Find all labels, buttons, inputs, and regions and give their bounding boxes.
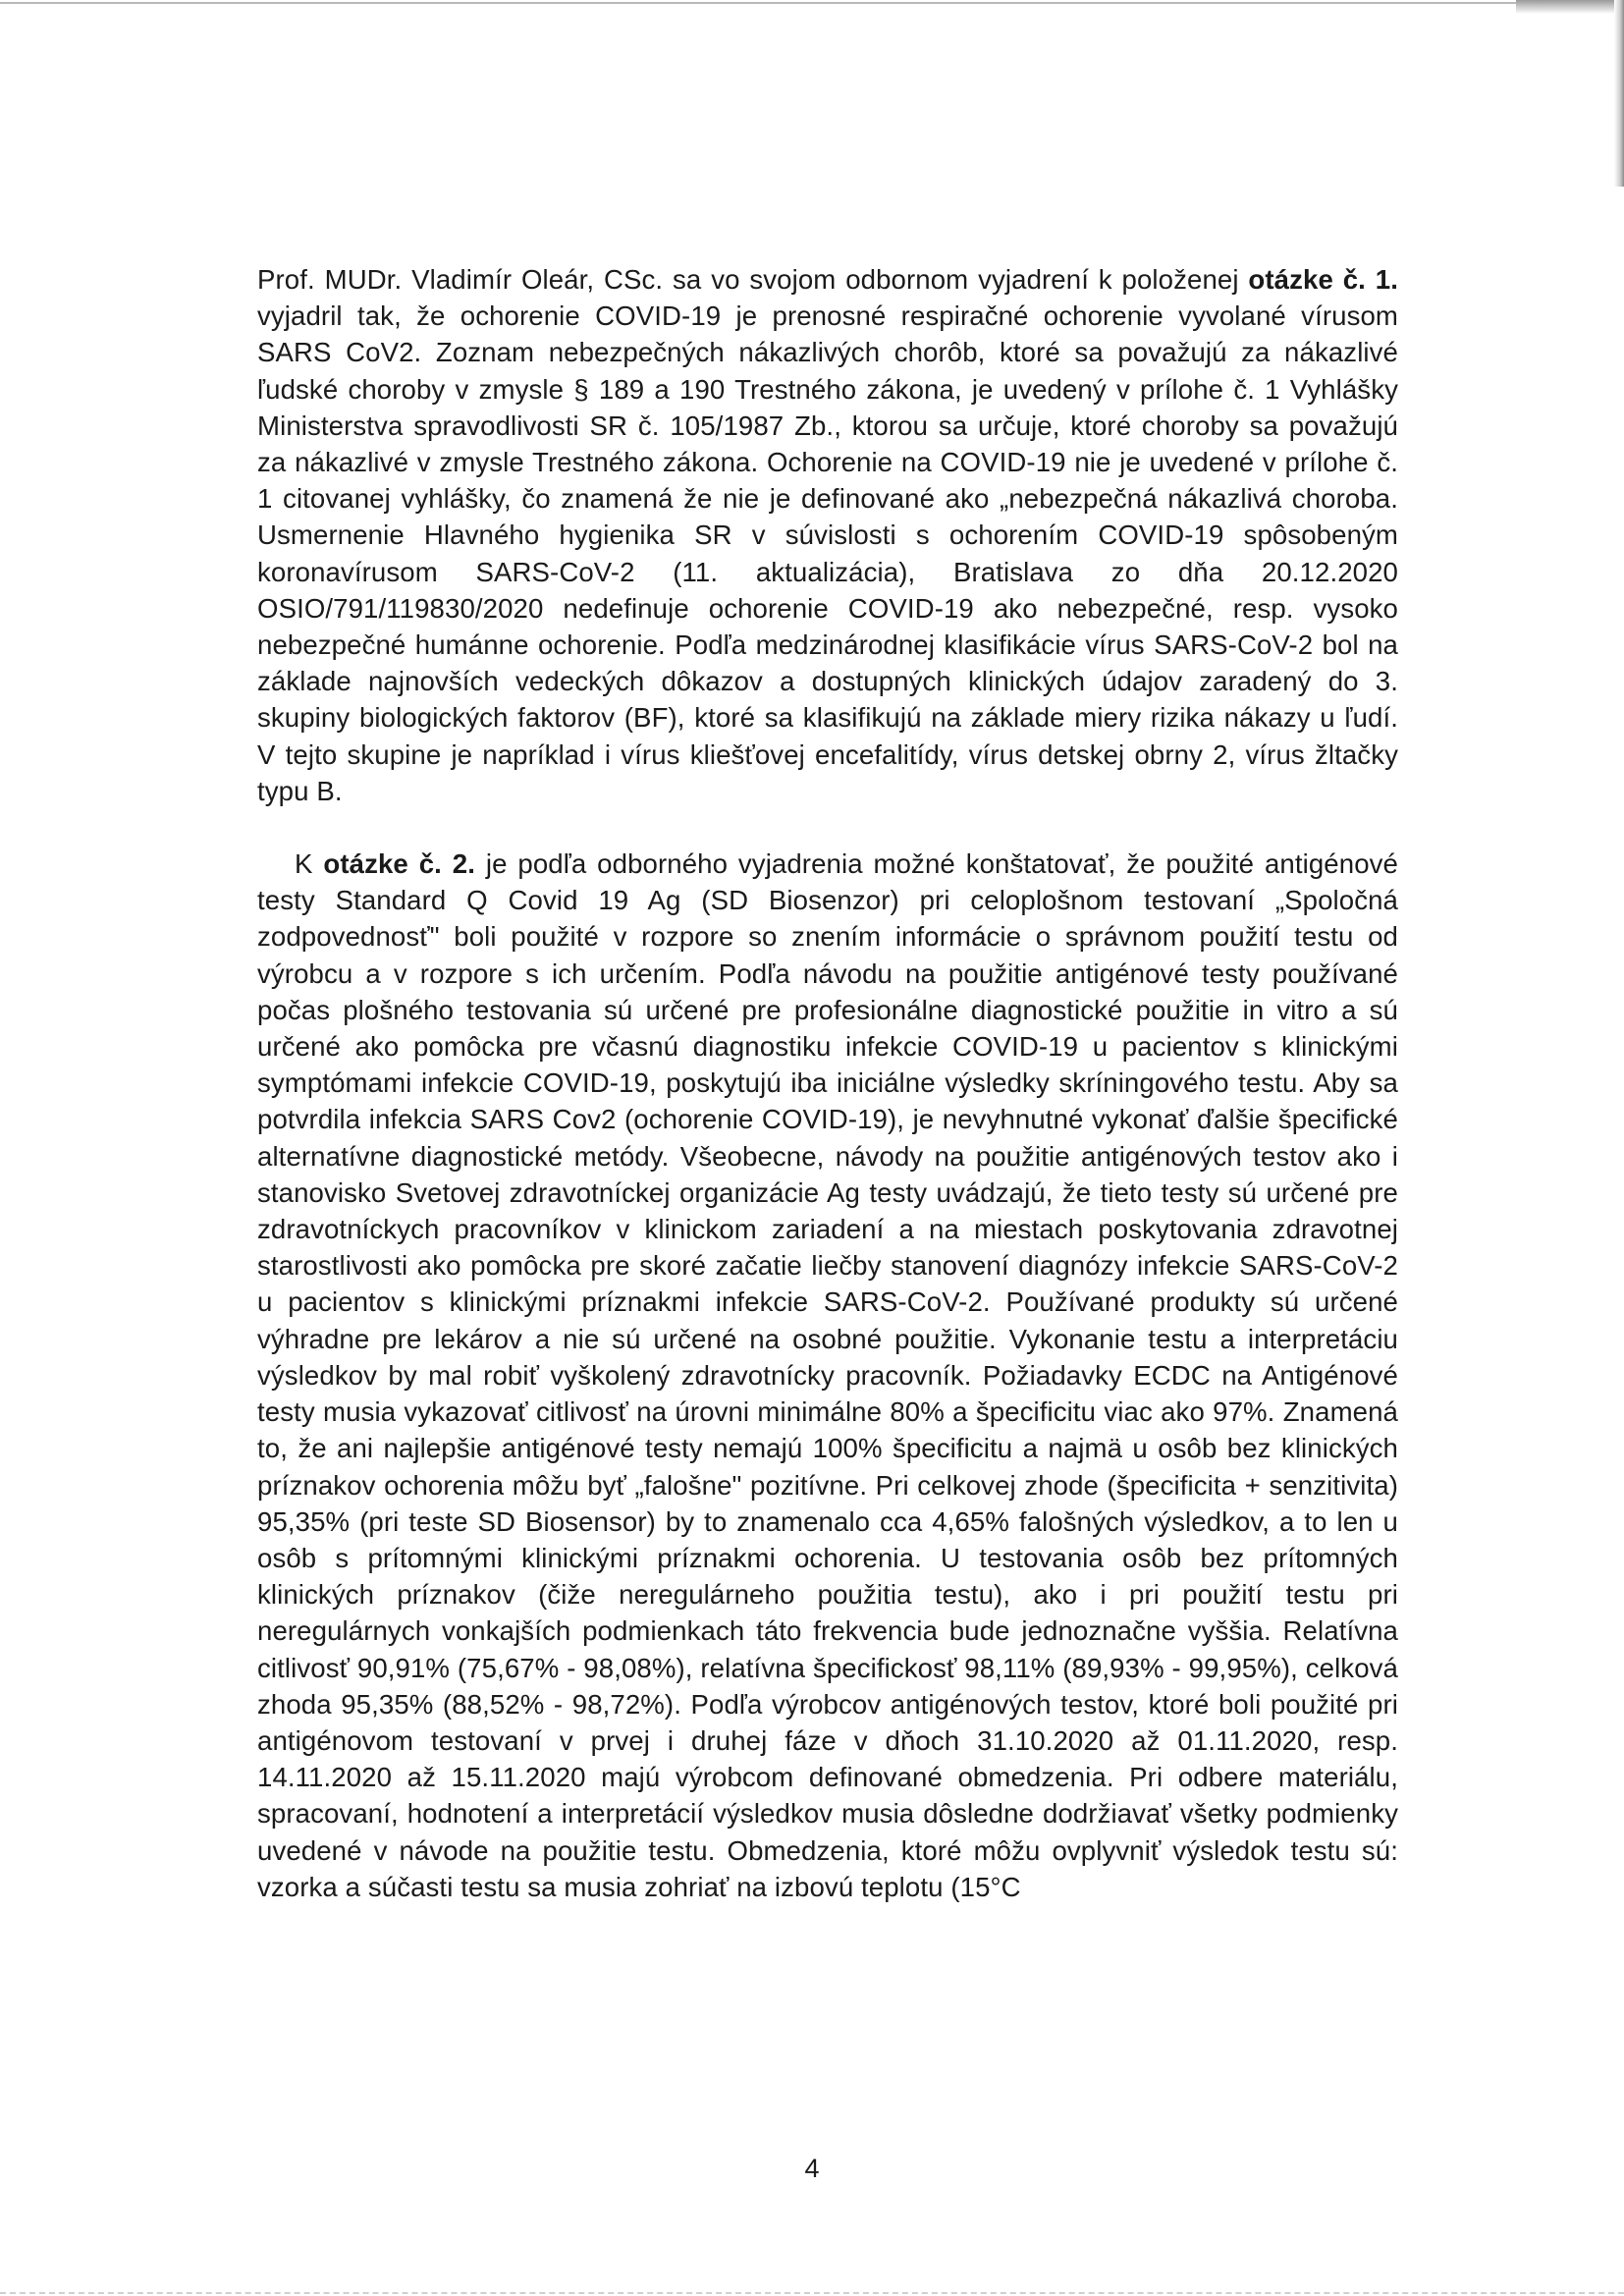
page-number: 4: [804, 2154, 820, 2183]
scan-corner-shadow-top: [1516, 0, 1624, 14]
paragraph-2-lead: K: [295, 848, 324, 880]
document-body: [257, 261, 1398, 1905]
scan-top-edge: [0, 2, 1624, 4]
paragraph-1-question-label: otázke č. 1.: [1248, 264, 1398, 295]
scan-bottom-edge: [0, 2292, 1624, 2294]
paragraph-2-question-label: otázke č. 2.: [323, 848, 475, 880]
scan-corner-shadow: [1614, 0, 1624, 187]
paragraph-question-1: [257, 261, 1398, 809]
paragraph-1-lead: Prof. MUDr. Vladimír Oleár, CSc. sa vo svojom odbornom vyjadrení k položenej: [257, 264, 1249, 295]
paragraph-1-text: vyjadril tak, že ochorenie COVID-19 je prenosné respiračné ochorenie vyvolané vírusom SARS CoV2. Zoznam nebezpečných nákazlivých chorôb, ktoré sa považujú za nákazlivé ľudské choroby v zmysle § 189 a 190 Trestného zákona, je uvedený v prílohe č. 1 Vyhlášky Ministerstva spravodlivosti SR č. 105/1987 Zb., ktorou sa určuje, ktoré choroby sa považujú za nákazlivé v zmysle Trestného zákona. Ochorenie na COVID-19 nie je uvedené v prílohe č. 1 citovanej vyhlášky, čo znamená že nie je definované ako „nebezpečná nákazlivá choroba. Usmernenie Hlavného hygienika SR v súvislosti s ochorením COVID-19 spôsobeným koronavírusom SARS-CoV-2 (11. aktualizácia), Bratislava zo dňa 20.12.2020 OSIO/791/119830/2020 nedefinuje ochorenie COVID-19 ako nebezpečné, resp. vysoko nebezpečné humánne ochorenie. Podľa medzinárodnej klasifikácie vírus SARS-CoV-2 bol na základe najnovších vedeckých dôkazov a dostupných klinických údajov zaradený do 3. skupiny biologických faktorov (BF), ktoré sa klasifikujú na základe miery rizika nákazy u ľudí. V tejto skupine je napríklad i vírus kliešťovej encefalitídy, vírus detskej obrny 2, vírus žltačky typu B.: [257, 301, 1398, 806]
paragraph-2-text: je podľa odborného vyjadrenia možné konštatovať, že použité antigénové testy Standard Q Covid 19 Ag (SD Biosenzor) pri celoplošnom testovaní „Spoločná zodpovednosť" boli použité v rozpore so znením informácie o správnom použití testu od výrobcu a v rozpore s ich určením. Podľa návodu na použitie antigénové testy používané počas plošného testovania sú určené pre profesionálne diagnostické použitie in vitro a sú určené ako pomôcka pre včasnú diagnostiku infekcie COVID-19 u pacientov s klinickými symptómami infekcie COVID-19, poskytujú iba iniciálne výsledky skríningového testu. Aby sa potvrdila infekcia SARS Cov2 (ochorenie COVID-19), je nevyhnutné vykonať ďalšie špecifické alternatívne diagnostické metódy. Všeobecne, návody na použitie antigénových testov ako i stanovisko Svetovej zdravotníckej organizácie Ag testy uvádzajú, že tieto testy sú určené pre zdravotníckych pracovníkov v klinickom zariadení a na miestach poskytovania zdravotnej starostlivosti ako pomôcka pre skoré začatie liečby stanovení diagnózy infekcie SARS-CoV-2 u pacientov s klinickými príznakmi infekcie SARS-CoV-2. Používané produkty sú určené výhradne pre lekárov a nie sú určené na osobné použitie. Vykonanie testu a interpretáciu výsledkov by mal robiť vyškolený zdravotnícky pracovník. Požiadavky ECDC na Antigénové testy musia vykazovať citlivosť na úrovni minimálne 80% a špecificitu viac ako 97%. Znamená to, že ani najlepšie antigénové testy nemajú 100% špecificitu a najmä u osôb bez klinických príznakov ochorenia môžu byť „falošne" pozitívne. Pri celkovej zhode (špecificita + senzitivita) 95,35% (pri teste SD Biosensor) by to znamenalo cca 4,65% falošných výsledkov, a to len u osôb s prítomnými klinickými príznakmi ochorenia. U testovania osôb bez prítomných klinických príznakov (čiže neregulárneho použitia testu), ako i pri použití testu pri neregulárnych vonkajších podmienkach táto frekvencia bude jednoznačne vyššia. Relatívna citlivosť 90,91% (75,67% - 98,08%), relatívna špecifickosť 98,11% (89,93% - 99,95%), celková zhoda 95,35% (88,52% - 98,72%). Podľa výrobcov antigénových testov, ktoré boli použité pri antigénovom testovaní v prvej i druhej fáze v dňoch 31.10.2020 až 01.11.2020, resp. 14.11.2020 až 15.11.2020 majú výrobcom definované obmedzenia. Pri odbere materiálu, spracovaní, hodnotení a interpretácií výsledkov musia dôsledne dodržiavať všetky podmienky uvedené v návode na použitie testu. Obmedzenia, ktoré môžu ovplyvniť výsledok testu sú: vzorka a súčasti testu sa musia zohriať na izbovú teplotu (15°C: [257, 848, 1398, 1902]
paragraph-question-2: [257, 846, 1398, 1905]
